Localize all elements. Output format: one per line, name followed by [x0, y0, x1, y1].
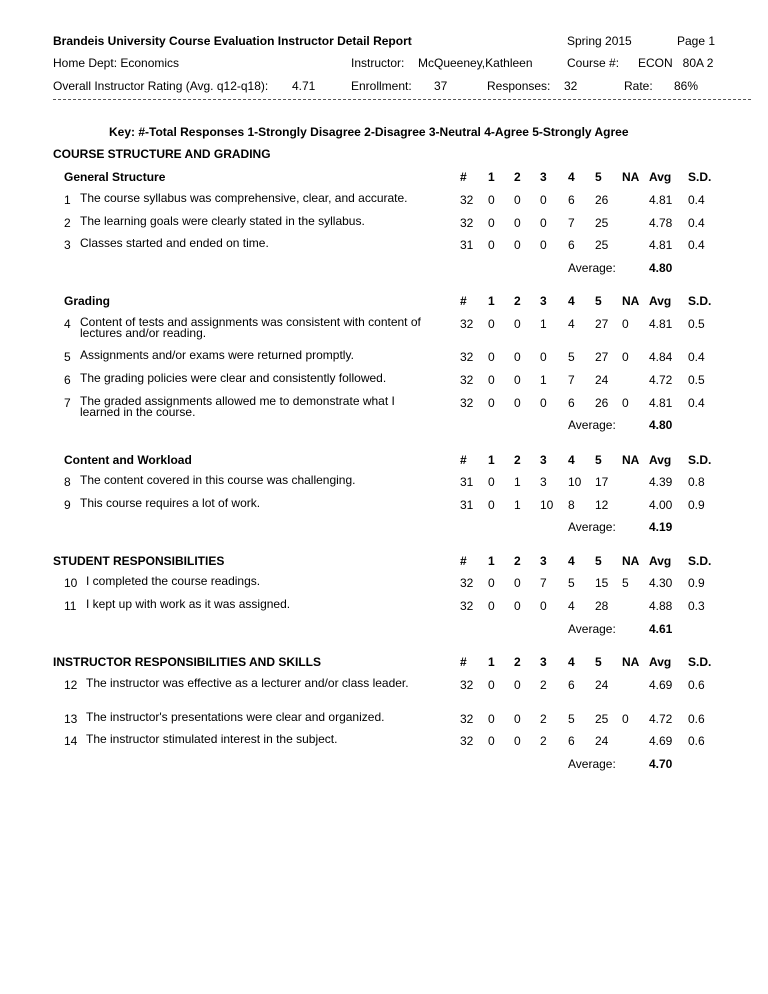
column-header: NA [622, 655, 640, 669]
cell-avg: 4.00 [649, 497, 673, 512]
question-number: 12 [64, 678, 78, 692]
cell-strongly-agree: 26 [595, 396, 609, 410]
cell-strongly-disagree: 0 [488, 215, 495, 230]
cell-disagree: 1 [514, 497, 521, 512]
report-title: Brandeis University Course Evaluation Instructor Detail Report [53, 34, 412, 48]
column-header: 5 [595, 294, 602, 308]
column-header: # [460, 655, 467, 669]
column-header: 5 [595, 453, 602, 467]
cell-agree: 5 [568, 576, 575, 590]
cell-avg: 4.81 [649, 193, 673, 207]
cell-strongly-agree: 15 [595, 576, 609, 590]
average-label: Average: [568, 418, 616, 432]
question-text: Content of tests and assignments was consistent with content of lectures and/or reading. [80, 315, 421, 340]
cell-avg: 4.72 [649, 712, 673, 726]
column-header: 1 [488, 170, 495, 184]
cell-sd: 0.6 [688, 734, 705, 748]
cell-strongly-agree: 25 [595, 238, 609, 252]
column-header: Avg [649, 453, 672, 467]
cell-strongly-agree: 24 [595, 734, 609, 748]
cell-sd: 0.9 [688, 576, 705, 590]
column-header: S.D. [688, 453, 712, 467]
column-header: Avg [649, 655, 672, 669]
column-header: 4 [568, 655, 575, 669]
cell-disagree: 0 [514, 598, 521, 613]
column-header: # [460, 554, 467, 568]
section-course-structure: COURSE STRUCTURE AND GRADING [53, 147, 271, 161]
cell-strongly-agree: 12 [595, 497, 609, 512]
cell-count: 32 [460, 350, 474, 364]
question-text: Assignments and/or exams were returned promptly. [80, 348, 354, 362]
cell-sd: 0.3 [688, 598, 705, 613]
column-header: 2 [514, 453, 521, 467]
question-number: 5 [64, 350, 71, 364]
column-header: 2 [514, 554, 521, 568]
cell-sd: 0.4 [688, 215, 705, 230]
enrollment: 37 [434, 79, 448, 93]
cell-agree: 4 [568, 317, 575, 331]
cell-sd: 0.4 [688, 238, 705, 252]
question-number: 8 [64, 475, 71, 489]
cell-avg: 4.39 [649, 475, 673, 489]
cell-strongly-agree: 28 [595, 598, 609, 613]
cell-sd: 0.9 [688, 497, 705, 512]
column-header: 5 [595, 170, 602, 184]
cell-neutral: 0 [540, 598, 547, 613]
cell-count: 32 [460, 396, 474, 410]
column-header: Avg [649, 554, 672, 568]
cell-agree: 5 [568, 350, 575, 364]
column-header: 5 [595, 655, 602, 669]
cell-disagree: 0 [514, 215, 521, 230]
cell-avg: 4.78 [649, 215, 673, 230]
cell-strongly-agree: 26 [595, 193, 609, 207]
cell-avg: 4.81 [649, 238, 673, 252]
column-header: 3 [540, 554, 547, 568]
cell-strongly-disagree: 0 [488, 317, 495, 331]
cell-disagree: 0 [514, 576, 521, 590]
cell-strongly-agree: 24 [595, 373, 609, 387]
group-title: General Structure [64, 170, 166, 184]
cell-strongly-disagree: 0 [488, 396, 495, 410]
cell-strongly-disagree: 0 [488, 475, 495, 489]
column-header: 4 [568, 170, 575, 184]
cell-agree: 7 [568, 373, 575, 387]
column-header: 4 [568, 453, 575, 467]
column-header: NA [622, 170, 640, 184]
instructor-label: Instructor: [351, 56, 405, 70]
column-header: 1 [488, 655, 495, 669]
question-text: The instructor was effective as a lecturer and/or class leader. [86, 676, 409, 690]
response-key: Key: #-Total Responses 1-Strongly Disagree 2-Disagree 3-Neutral 4-Agree 5-Strongly Agree [109, 125, 629, 139]
cell-agree: 10 [568, 475, 582, 489]
cell-agree: 6 [568, 734, 575, 748]
question-number: 2 [64, 215, 71, 230]
column-header: 2 [514, 655, 521, 669]
question-number: 10 [64, 576, 78, 590]
column-header: # [460, 453, 467, 467]
cell-strongly-agree: 24 [595, 678, 609, 692]
cell-agree: 6 [568, 193, 575, 207]
cell-avg: 4.30 [649, 576, 673, 590]
question-number: 9 [64, 497, 71, 512]
question-text: Classes started and ended on time. [80, 236, 269, 250]
average-label: Average: [568, 757, 616, 771]
column-header: 5 [595, 554, 602, 568]
cell-strongly-agree: 27 [595, 350, 609, 364]
question-text: I kept up with work as it was assigned. [86, 596, 291, 611]
cell-sd: 0.5 [688, 317, 705, 331]
question-text: I completed the course readings. [86, 574, 261, 588]
column-header: S.D. [688, 554, 712, 568]
column-header: 1 [488, 554, 495, 568]
cell-neutral: 0 [540, 238, 547, 252]
column-header: NA [622, 453, 640, 467]
cell-agree: 5 [568, 712, 575, 726]
cell-na: 0 [622, 350, 629, 364]
cell-count: 31 [460, 475, 474, 489]
question-number: 6 [64, 373, 71, 387]
cell-count: 32 [460, 193, 474, 207]
cell-na: 5 [622, 576, 629, 590]
cell-disagree: 0 [514, 193, 521, 207]
cell-avg: 4.69 [649, 734, 673, 748]
cell-count: 32 [460, 317, 474, 331]
cell-count: 32 [460, 734, 474, 748]
average-label: Average: [568, 261, 616, 275]
cell-disagree: 0 [514, 373, 521, 387]
group-average: 4.80 [649, 418, 673, 432]
column-header: 3 [540, 453, 547, 467]
question-number: 11 [64, 598, 77, 613]
rate: 86% [674, 79, 699, 93]
cell-agree: 6 [568, 678, 575, 692]
question-text: The learning goals were clearly stated in the syllabus. [80, 213, 365, 228]
cell-neutral: 3 [540, 475, 547, 489]
question-text: The instructor's presentations were clear and organized. [86, 710, 385, 724]
cell-sd: 0.4 [688, 350, 705, 364]
cell-na: 0 [622, 396, 629, 410]
group-title: Grading [64, 294, 111, 308]
question-number: 1 [64, 193, 71, 207]
cell-avg: 4.88 [649, 598, 673, 613]
enrollment-label: Enrollment: [351, 79, 412, 93]
cell-strongly-agree: 25 [595, 712, 609, 726]
cell-neutral: 2 [540, 712, 547, 726]
cell-strongly-disagree: 0 [488, 193, 495, 207]
cell-neutral: 2 [540, 734, 547, 748]
cell-neutral: 0 [540, 193, 547, 207]
cell-na: 0 [622, 317, 629, 331]
cell-strongly-disagree: 0 [488, 678, 495, 692]
column-header: NA [622, 554, 640, 568]
cell-neutral: 1 [540, 317, 547, 331]
responses: 32 [564, 79, 578, 93]
cell-agree: 6 [568, 396, 575, 410]
cell-agree: 6 [568, 238, 575, 252]
cell-agree: 4 [568, 598, 575, 613]
rate-label: Rate: [624, 79, 653, 93]
column-header: 3 [540, 655, 547, 669]
cell-disagree: 0 [514, 396, 521, 410]
cell-strongly-disagree: 0 [488, 373, 495, 387]
group-average: 4.19 [649, 520, 673, 534]
cell-neutral: 0 [540, 215, 547, 230]
responses-label: Responses: [487, 79, 551, 93]
question-text: The graded assignments allowed me to demonstrate what I learned in the course. [80, 394, 395, 419]
cell-neutral: 7 [540, 576, 547, 590]
column-header: 2 [514, 294, 521, 308]
home-dept: Home Dept: Economics [53, 56, 180, 70]
column-header: # [460, 170, 467, 184]
cell-neutral: 10 [540, 497, 554, 512]
column-header: S.D. [688, 655, 712, 669]
column-header: Avg [649, 294, 672, 308]
question-number: 4 [64, 317, 71, 331]
average-label: Average: [568, 520, 616, 534]
question-text: The content covered in this course was challenging. [80, 473, 356, 487]
column-header: 4 [568, 554, 575, 568]
cell-strongly-disagree: 0 [488, 497, 495, 512]
question-number: 7 [64, 396, 71, 410]
cell-disagree: 0 [514, 678, 521, 692]
cell-neutral: 0 [540, 350, 547, 364]
cell-strongly-disagree: 0 [488, 238, 495, 252]
cell-count: 32 [460, 373, 474, 387]
cell-strongly-disagree: 0 [488, 734, 495, 748]
column-header: S.D. [688, 170, 712, 184]
cell-strongly-agree: 25 [595, 215, 609, 230]
question-text: This course requires a lot of work. [80, 495, 261, 510]
question-text: The course syllabus was comprehensive, clear, and accurate. [80, 191, 408, 205]
page-number: Page 1 [677, 34, 716, 48]
cell-disagree: 0 [514, 350, 521, 364]
column-header: NA [622, 294, 640, 308]
cell-count: 31 [460, 238, 474, 252]
cell-na: 0 [622, 712, 629, 726]
cell-disagree: 0 [514, 712, 521, 726]
cell-avg: 4.72 [649, 373, 673, 387]
group-average: 4.80 [649, 261, 673, 275]
cell-strongly-disagree: 0 [488, 598, 495, 613]
cell-sd: 0.8 [688, 475, 705, 489]
group-title: STUDENT RESPONSIBILITIES [53, 554, 225, 568]
cell-count: 31 [460, 497, 474, 512]
cell-sd: 0.4 [688, 193, 705, 207]
cell-neutral: 1 [540, 373, 547, 387]
group-title: INSTRUCTOR RESPONSIBILITIES AND SKILLS [53, 655, 322, 669]
cell-sd: 0.6 [688, 712, 705, 726]
cell-strongly-disagree: 0 [488, 576, 495, 590]
cell-neutral: 2 [540, 678, 547, 692]
cell-sd: 0.5 [688, 373, 705, 387]
cell-avg: 4.81 [649, 396, 673, 410]
cell-count: 32 [460, 712, 474, 726]
group-average: 4.70 [649, 757, 673, 771]
column-header: 2 [514, 170, 521, 184]
cell-agree: 8 [568, 497, 575, 512]
cell-count: 32 [460, 678, 474, 692]
cell-avg: 4.84 [649, 350, 673, 364]
cell-count: 32 [460, 215, 474, 230]
question-text: The grading policies were clear and consistently followed. [80, 371, 387, 385]
column-header: 4 [568, 294, 575, 308]
cell-count: 32 [460, 576, 474, 590]
instructor-name: McQueeney,Kathleen [418, 56, 533, 70]
cell-count: 32 [460, 598, 474, 613]
column-header: 1 [488, 453, 495, 467]
overall-rating-label: Overall Instructor Rating (Avg. q12-q18): [53, 79, 269, 93]
cell-strongly-agree: 27 [595, 317, 609, 331]
header-divider [53, 99, 751, 100]
column-header: Avg [649, 170, 672, 184]
cell-strongly-disagree: 0 [488, 712, 495, 726]
cell-neutral: 0 [540, 396, 547, 410]
course-label: Course #: [567, 56, 620, 70]
cell-avg: 4.69 [649, 678, 673, 692]
question-text: The instructor stimulated interest in the subject. [86, 732, 338, 746]
cell-sd: 0.6 [688, 678, 705, 692]
column-header: 3 [540, 294, 547, 308]
cell-strongly-disagree: 0 [488, 350, 495, 364]
cell-disagree: 0 [514, 238, 521, 252]
cell-disagree: 0 [514, 317, 521, 331]
course-number: ECON 80A 2 [638, 56, 714, 70]
cell-disagree: 1 [514, 475, 521, 489]
question-number: 14 [64, 734, 78, 748]
column-header: 1 [488, 294, 495, 308]
column-header: 3 [540, 170, 547, 184]
cell-sd: 0.4 [688, 396, 705, 410]
question-number: 3 [64, 238, 71, 252]
cell-agree: 7 [568, 215, 575, 230]
cell-avg: 4.81 [649, 317, 673, 331]
average-label: Average: [568, 622, 616, 636]
column-header: # [460, 294, 467, 308]
cell-strongly-agree: 17 [595, 475, 609, 489]
cell-disagree: 0 [514, 734, 521, 748]
group-title: Content and Workload [64, 453, 192, 467]
term: Spring 2015 [567, 34, 632, 48]
overall-rating: 4.71 [292, 79, 316, 93]
question-number: 13 [64, 712, 78, 726]
column-header: S.D. [688, 294, 712, 308]
group-average: 4.61 [649, 622, 673, 636]
